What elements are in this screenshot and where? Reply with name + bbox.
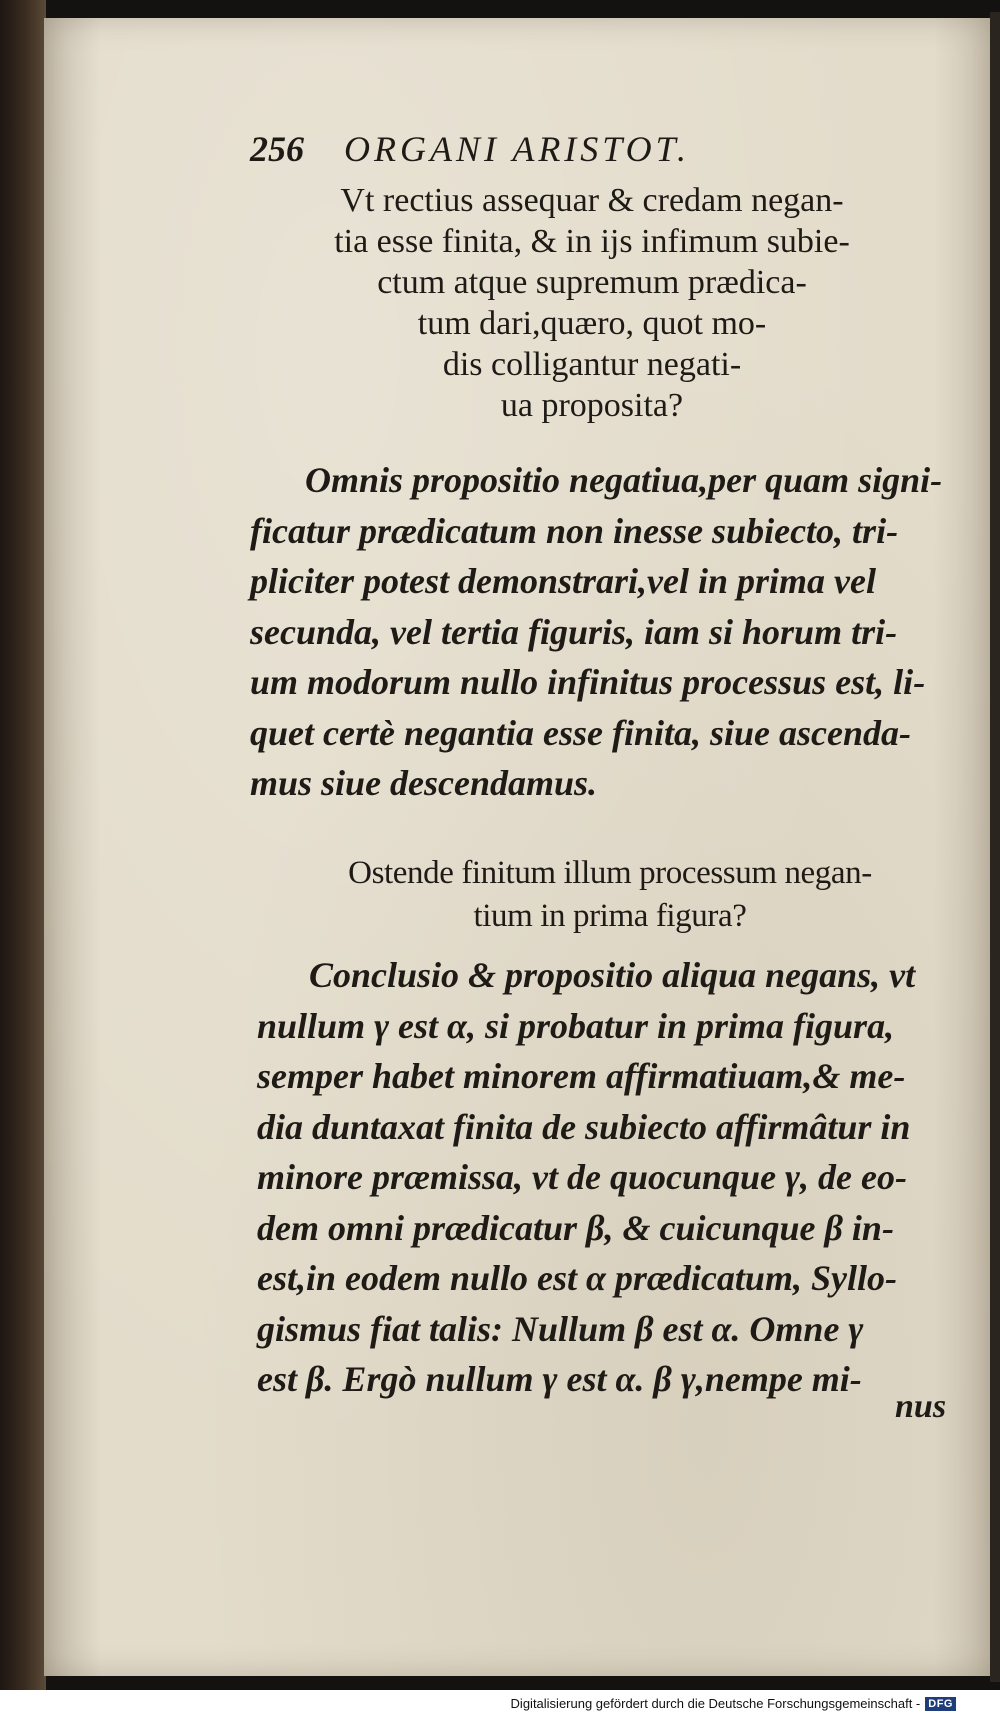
running-title: ORGANI ARISTOT. (344, 129, 691, 169)
text-line: pliciter potest demonstrari,vel in prima vel (250, 561, 876, 601)
text-line: ctum atque supremum prædica- (377, 264, 807, 301)
text-line: semper habet minorem affirmatiuam,& me- (257, 1056, 906, 1096)
text-line: quet certè negantia esse finita, siue ascenda- (250, 712, 911, 753)
text-line: tia esse finita, & in ijs infimum subie- (334, 223, 850, 260)
page-number: 256 (250, 129, 304, 169)
text-line: dia duntaxat finita de subiecto affirmâtur in (257, 1106, 911, 1147)
answer-2 (257, 950, 957, 1405)
text-line: secunda, vel tertia figuris, iam si horum tri- (250, 611, 898, 652)
text-line: Ostende finitum illum processum negan- (348, 855, 872, 891)
running-header (250, 128, 690, 170)
text-line: mus siue descendamus. (250, 763, 598, 803)
text-line: dis colligantur negati- (442, 346, 742, 383)
digitization-credit (511, 1696, 956, 1711)
text-line: Omnis propositio negatiua,per quam signi- (305, 460, 943, 500)
book-spine (0, 0, 46, 1690)
question-2 (270, 852, 950, 938)
dfg-logo: DFG (925, 1697, 956, 1711)
text-line: um modorum nullo infinitus processus est, li- (250, 662, 926, 702)
question-1 (262, 180, 922, 426)
credit-text: Digitalisierung gefördert durch die Deutsche Forschungsgemeinschaft - (510, 1696, 921, 1711)
text-line: dem omni prædicatur β, & cuicunque β in- (257, 1207, 894, 1248)
text-line: ua proposita? (500, 387, 684, 424)
text-line: minore præmissa, vt de quocunque γ, de eo- (257, 1157, 907, 1197)
page-edge (990, 12, 1000, 1682)
text-line: Vt rectius assequar & credam negan- (340, 182, 844, 219)
answer-1 (250, 455, 950, 809)
catchword: nus (895, 1388, 947, 1425)
text-line: est,in eodem nullo est α prædicatum, Syllo- (257, 1258, 897, 1298)
text-line: ficatur prædicatum non inesse subiecto, tri- (250, 510, 899, 551)
text-line: tum dari,quæro, quot mo- (417, 305, 767, 342)
text-line: gismus fiat talis: Nullum β est α. Omne γ (257, 1308, 864, 1349)
text-line: tium in prima figura? (473, 898, 747, 934)
text-line: Conclusio & propositio aliqua negans, vt (309, 955, 916, 995)
text-line: nullum γ est α, si probatur in prima figura, (257, 1005, 895, 1046)
text-line: est β. Ergò nullum γ est α. β γ,nempe mi- (257, 1359, 862, 1399)
